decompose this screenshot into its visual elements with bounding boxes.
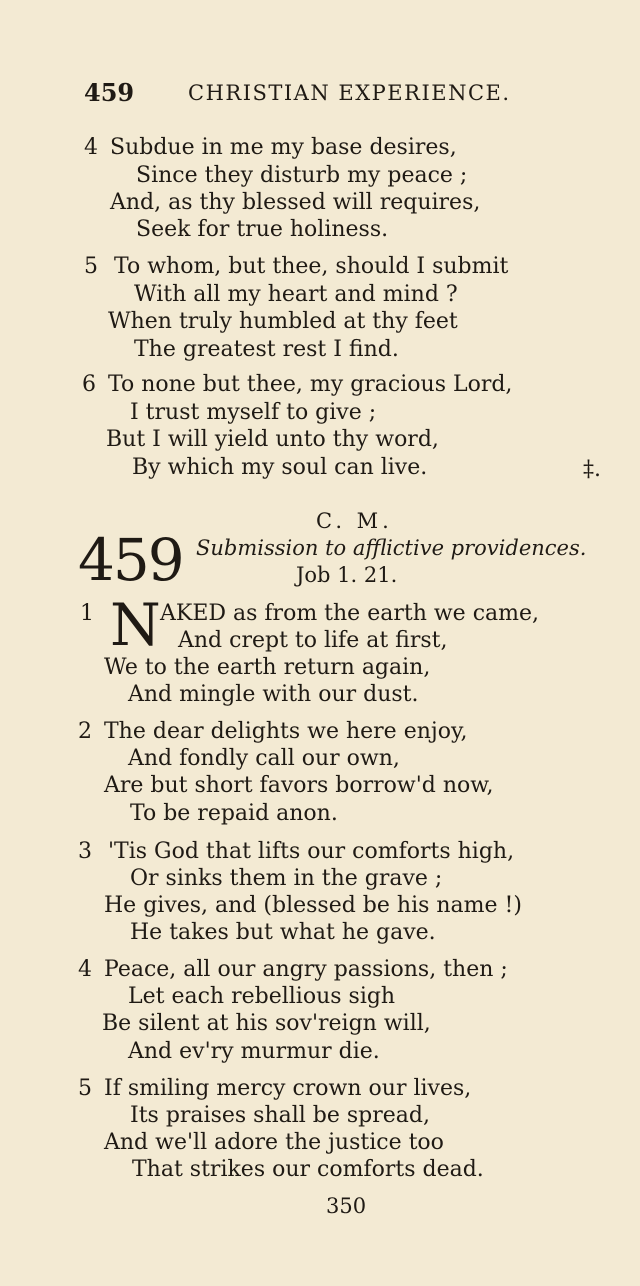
verse-line: Its praises shall be spread, xyxy=(130,1103,430,1128)
verse-number: 5 xyxy=(84,254,98,279)
verse-line: Seek for true holiness. xyxy=(136,217,389,242)
verse-line: If smiling mercy crown our lives, xyxy=(104,1076,472,1101)
end-mark: ‡. xyxy=(583,457,601,482)
verse-line: Subdue in me my base desires, xyxy=(110,135,457,160)
verse-number: 2 xyxy=(78,719,92,744)
verse-line: But I will yield unto thy word, xyxy=(106,427,439,452)
verse-line: Since they disturb my peace ; xyxy=(136,163,468,188)
verse-line: And mingle with our dust. xyxy=(128,682,419,707)
hymn-number: 459 xyxy=(78,526,183,594)
verse-line: And we'll adore the justice too xyxy=(104,1130,444,1155)
verse-line: Are but short favors borrow'd now, xyxy=(104,773,494,798)
verse-number: 3 xyxy=(78,839,92,864)
verse-line: We to the earth return again, xyxy=(104,655,431,680)
verse-line: AKED as from the earth we came, xyxy=(160,601,540,626)
verse-line: Or sinks them in the grave ; xyxy=(130,866,443,891)
running-header xyxy=(84,78,544,108)
verse-number: 5 xyxy=(78,1076,92,1101)
verse-number: 4 xyxy=(84,135,98,160)
verse-line: And, as thy blessed will requires, xyxy=(110,190,481,215)
hymn-title: Submission to afflictive providences. xyxy=(196,536,587,560)
drop-cap: N xyxy=(110,591,161,659)
verse-line: The dear delights we here enjoy, xyxy=(104,719,468,744)
hymn-meter: C. M. xyxy=(316,509,393,533)
verse-line: Peace, all our angry passions, then ; xyxy=(104,957,508,982)
verse-line: That strikes our comforts dead. xyxy=(132,1157,484,1182)
verse-line: I trust myself to give ; xyxy=(130,400,377,425)
verse-line: And fondly call our own, xyxy=(128,746,400,771)
verse-line: The greatest rest I find. xyxy=(134,337,399,362)
verse-line: To none but thee, my gracious Lord, xyxy=(108,372,513,397)
verse-number: 6 xyxy=(82,372,96,397)
page-number: 350 xyxy=(326,1194,367,1218)
verse-line: With all my heart and mind ? xyxy=(134,282,458,307)
verse-line: To be repaid anon. xyxy=(130,801,338,826)
verse-line: He gives, and (blessed be his name !) xyxy=(104,893,522,918)
verse-line: Be silent at his sov'reign will, xyxy=(102,1011,431,1036)
header-hymn-number: 459 xyxy=(84,78,135,107)
verse-line: He takes but what he gave. xyxy=(130,920,436,945)
verse-line: To whom, but thee, should I submit xyxy=(114,254,509,279)
verse-line: When truly humbled at thy feet xyxy=(108,309,458,334)
verse-number: 1 xyxy=(80,601,94,626)
verse-line: Let each rebellious sigh xyxy=(128,984,396,1009)
scripture-reference: Job 1. 21. xyxy=(296,563,398,587)
verse-line: 'Tis God that lifts our comforts high, xyxy=(108,839,515,864)
verse-line: And ev'ry murmur die. xyxy=(128,1039,380,1064)
verse-line: By which my soul can live. xyxy=(132,455,428,480)
verse-number: 4 xyxy=(78,957,92,982)
verse-line: And crept to life at first, xyxy=(178,628,448,653)
header-title: CHRISTIAN EXPERIENCE. xyxy=(188,81,511,105)
